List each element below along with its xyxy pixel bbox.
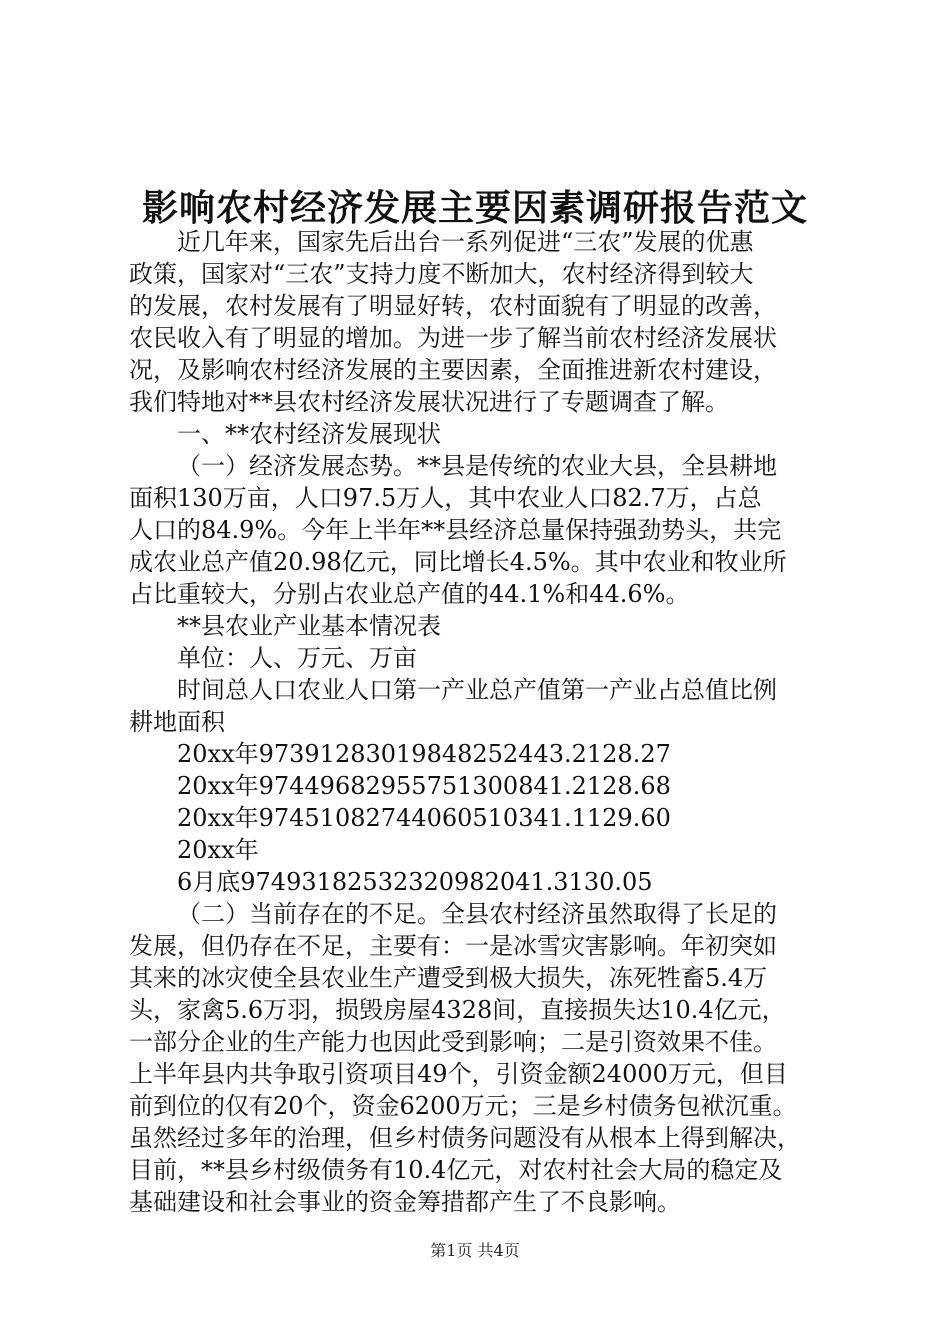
table-header — [129, 674, 829, 738]
table-title — [129, 610, 829, 642]
page-footer — [0, 1239, 950, 1263]
subsection-1-line: 占比重较大，分别占农业总产值的44.1%和44.6%。 — [129, 580, 690, 608]
table-unit-text: 单位：人、万元、万亩 — [177, 644, 417, 672]
table-header-line: 时间总人口农业人口第一产业总产值第一产业占总值比例 — [177, 676, 777, 704]
intro-line: 农民收入有了明显的增加。为进一步了解当前农村经济发展状 — [129, 324, 777, 352]
subsection-2-line: 头，家禽5.6万羽，损毁房屋4328间，直接损失达10.4亿元， — [129, 996, 786, 1024]
intro-line: 的发展，农村发展有了明显好转，农村面貌有了明显的改善， — [129, 292, 777, 320]
table-row: 20xx年 — [177, 836, 259, 864]
subsection-2-line: 发展，但仍存在不足，主要有：一是冰雪灾害影响。年初突如 — [129, 932, 777, 960]
table-header-line: 耕地面积 — [129, 708, 225, 736]
intro-line: 况，及影响农村经济发展的主要因素，全面推进新农村建设， — [129, 356, 777, 384]
table-title-text: **县农业产业基本情况表 — [177, 612, 441, 640]
intro-paragraph — [129, 226, 829, 418]
subsection-1-paragraph — [129, 450, 829, 610]
subsection-2-line: 基础建设和社会事业的资金筹措都产生了不良影响。 — [129, 1188, 681, 1216]
subsection-2-line: （二）当前存在的不足。全县农村经济虽然取得了长足的 — [177, 900, 777, 928]
table-row: 6月底97493182532320982041.3130.05 — [177, 868, 653, 896]
section-heading — [129, 418, 829, 450]
document-body — [129, 226, 829, 1218]
subsection-2-line: 一部分企业的生产能力也因此受到影响；二是引资效果不佳。 — [129, 1028, 777, 1056]
intro-line: 政策，国家对“三农”支持力度不断加大，农村经济得到较大 — [129, 260, 754, 288]
section-heading-text: 一、**农村经济发展现状 — [177, 420, 441, 448]
subsection-1-line: （一）经济发展态势。**县是传统的农业大县，全县耕地 — [177, 452, 777, 480]
subsection-1-line: 面积130万亩，人口97.5万人，其中农业人口82.7万，占总 — [129, 484, 762, 512]
intro-line: 近几年来，国家先后出台一系列促进“三农”发展的优惠 — [177, 228, 754, 256]
table-row: 20xx年97391283019848252443.2128.27 — [177, 740, 671, 768]
page-indicator: 第1页 共4页 — [430, 1241, 520, 1260]
table-row: 20xx年97451082744060510341.1129.60 — [177, 804, 671, 832]
intro-line: 我们特地对**县农村经济发展状况进行了专题调查了解。 — [129, 388, 729, 416]
document-title: 影响农村经济发展主要因素调研报告范文 — [141, 187, 808, 229]
subsection-2-line: 其来的冰灾使全县农业生产遭受到极大损失，冻死牲畜5.4万 — [129, 964, 768, 992]
subsection-2-line: 虽然经过多年的治理，但乡村债务问题没有从根本上得到解决， — [129, 1124, 801, 1152]
subsection-1-line: 成农业总产值20.98亿元，同比增长4.5%。其中农业和牧业所 — [129, 548, 787, 576]
subsection-2-line: 前到位的仅有20个，资金6200万元；三是乡村债务包袱沉重。 — [129, 1092, 797, 1120]
subsection-1-line: 人口的84.9%。今年上半年**县经济总量保持强劲势头，共完 — [129, 516, 782, 544]
subsection-2-line: 目前，**县乡村级债务有10.4亿元，对农村社会大局的稳定及 — [129, 1156, 783, 1184]
subsection-2-paragraph — [129, 898, 829, 1218]
table-unit — [129, 642, 829, 674]
table-row: 20xx年97449682955751300841.2128.68 — [177, 772, 671, 800]
table-rows — [129, 738, 829, 898]
subsection-2-line: 上半年县内共争取引资项目49个，引资金额24000万元，但目 — [129, 1060, 788, 1088]
